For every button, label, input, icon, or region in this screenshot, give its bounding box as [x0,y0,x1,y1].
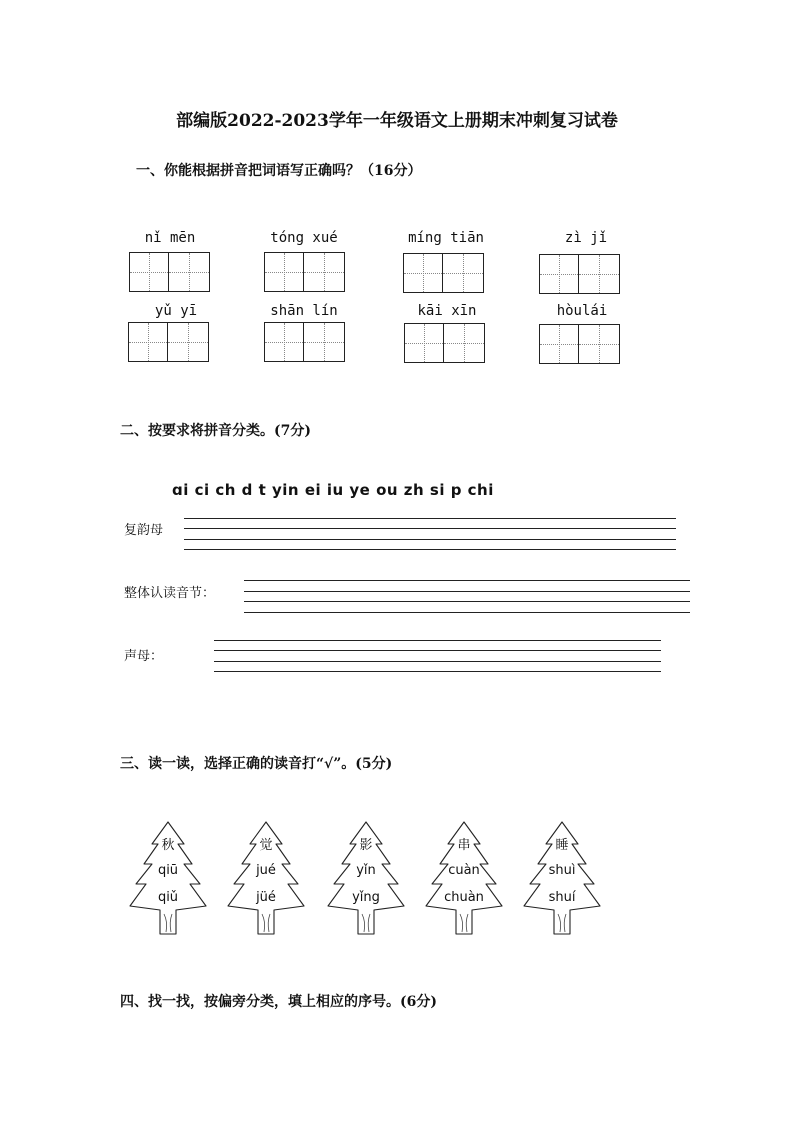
writing-grid[interactable] [539,324,620,364]
pinyin-label: hòulái [556,303,608,319]
pinyin-option[interactable]: shuí [548,890,576,905]
page-title: 部编版2022-2023学年一年级语文上册期末冲刺复习试卷 [176,111,618,131]
answer-line[interactable] [184,549,676,550]
answer-line[interactable] [214,640,661,641]
answer-line[interactable] [184,539,676,540]
answer-line[interactable] [214,650,661,651]
pinyin-label: míng tiān [408,230,484,246]
pinyin-option[interactable]: jüé [256,890,276,905]
pinyin-option[interactable]: shuì [548,863,576,878]
writing-grid[interactable] [128,322,209,362]
category-label-compound-finals: 复韵母 [124,523,164,538]
answer-line[interactable] [244,591,690,592]
tree-character: 觉 [259,838,273,853]
writing-grid[interactable] [539,254,620,294]
tree-character: 睡 [555,838,569,853]
answer-line[interactable] [214,661,661,662]
pinyin-option[interactable]: qiū [157,863,179,878]
tree-card[interactable] [324,818,408,938]
pinyin-option[interactable]: yǐng [352,890,380,905]
answer-line[interactable] [184,528,676,529]
answer-line[interactable] [244,580,690,581]
answer-line[interactable] [214,671,661,672]
tree-character: 影 [359,838,373,853]
tree-card[interactable] [520,818,604,938]
answer-line[interactable] [244,612,690,613]
section-3-heading: 三、读一读，选择正确的读音打“√”。(5分) [120,756,393,772]
pinyin-option[interactable]: chuàn [444,890,484,905]
pinyin-list: ɑi ci ch d t yin ei iu ye ou zh si p chi [172,481,494,499]
section-4-heading: 四、找一找，按偏旁分类，填上相应的序号。(6分) [120,994,437,1010]
writing-grid[interactable] [264,322,345,362]
pinyin-label: kāi xīn [417,303,477,319]
category-label-whole-syllables: 整体认读音节： [124,586,216,601]
answer-line[interactable] [184,518,676,519]
tree-card[interactable] [126,818,210,938]
pinyin-label: tóng xué [270,230,338,246]
pinyin-option[interactable]: cuàn [448,863,480,878]
pinyin-option[interactable]: jué [256,863,276,878]
pinyin-label: nǐ mēn [144,230,196,246]
tree-character: 秋 [161,838,175,853]
writing-grid[interactable] [403,253,484,293]
pinyin-option[interactable]: qiǔ [157,890,179,905]
pinyin-label: zì jǐ [564,230,608,246]
answer-line[interactable] [244,601,690,602]
writing-grid[interactable] [129,252,210,292]
pinyin-option[interactable]: yǐn [356,863,376,878]
section-2-heading: 二、按要求将拼音分类。(7分) [120,423,311,439]
writing-grid[interactable] [404,323,485,363]
section-1-heading: 一、你能根据拼音把词语写正确吗？（16分） [136,163,422,179]
pinyin-label: yǔ yī [154,303,198,319]
tree-card[interactable] [224,818,308,938]
writing-grid[interactable] [264,252,345,292]
category-label-initials: 声母： [124,649,164,664]
tree-character: 串 [457,838,471,853]
tree-card[interactable] [422,818,506,938]
pinyin-label: shān lín [270,303,338,319]
